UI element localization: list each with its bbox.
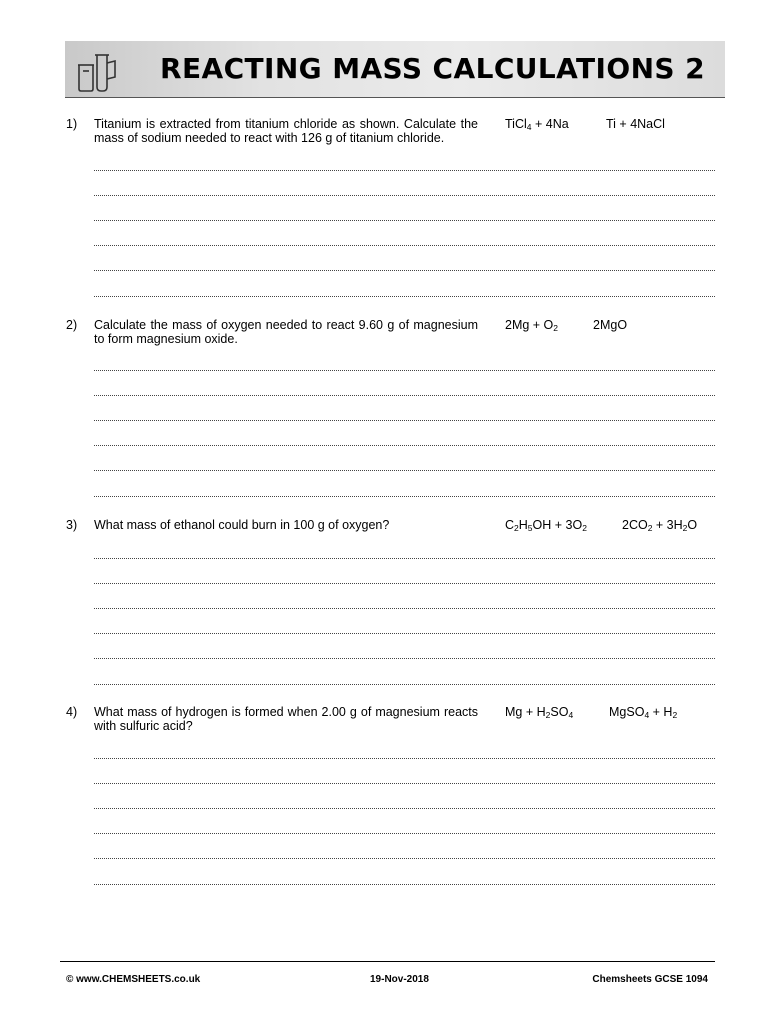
answer-line[interactable] — [94, 420, 715, 421]
answer-line[interactable] — [94, 170, 715, 171]
answer-line[interactable] — [94, 220, 715, 221]
equation-products: 2MgO — [593, 318, 628, 332]
answer-line[interactable] — [94, 684, 715, 685]
answer-line[interactable] — [94, 270, 715, 271]
answer-line[interactable] — [94, 783, 715, 784]
lab-glassware-icon — [75, 47, 119, 93]
question-number: 3) — [66, 518, 78, 532]
question-text: Titanium is extracted from titanium chloride as shown. Calculate the mass of sodium needed to react with 126 g of titanium chloride. — [94, 117, 478, 145]
equation-products: $2CO_2 + 3H_2O$ — [622, 518, 698, 533]
equation-reactants: $2Mg + O_2$ — [505, 318, 559, 333]
answer-line[interactable] — [94, 470, 715, 471]
answer-line[interactable] — [94, 370, 715, 371]
question-text: What mass of hydrogen is formed when 2.00 g of magnesium reacts with sulfuric acid? — [94, 705, 478, 733]
answer-line[interactable] — [94, 833, 715, 834]
title-banner — [65, 41, 725, 98]
answer-line[interactable] — [94, 496, 715, 497]
equation-products: Ti + 4NaCl — [606, 117, 665, 131]
question-text: What mass of ethanol could burn in 100 g of oxygen? — [94, 518, 390, 532]
answer-line[interactable] — [94, 583, 715, 584]
answer-line[interactable] — [94, 558, 715, 559]
answer-line[interactable] — [94, 245, 715, 246]
equation-reactants: $Mg + H_2SO_4$ — [505, 705, 574, 720]
answer-line[interactable] — [94, 195, 715, 196]
equation-reactants: TiCl$_4$ + 4Na — [505, 117, 569, 132]
question-number: 2) — [66, 318, 78, 332]
answer-line[interactable] — [94, 658, 715, 659]
answer-line[interactable] — [94, 395, 715, 396]
equation-products: MgSO$_4$ + $H_2$ — [609, 705, 678, 720]
question-number: 4) — [66, 705, 78, 719]
answer-line[interactable] — [94, 445, 715, 446]
answer-line[interactable] — [94, 758, 715, 759]
answer-line[interactable] — [94, 858, 715, 859]
answer-line[interactable] — [94, 296, 715, 297]
footer-date: 19-Nov-2018 — [370, 974, 429, 985]
answer-line[interactable] — [94, 608, 715, 609]
footer-website: © www.CHEMSHEETS.co.uk — [66, 974, 201, 985]
equation-reactants: $C_2H_5OH + 3O_2$ — [505, 518, 587, 533]
question-text: Calculate the mass of oxygen needed to react 9.60 g of magnesium to form magnesium oxide. — [94, 318, 478, 346]
answer-line[interactable] — [94, 884, 715, 885]
footer-code: Chemsheets GCSE 1094 — [592, 974, 708, 985]
answer-line[interactable] — [94, 633, 715, 634]
page-title: REACTING MASS CALCULATIONS 2 — [160, 52, 705, 85]
footer-divider — [60, 961, 715, 962]
question-number: 1) — [66, 117, 78, 131]
answer-line[interactable] — [94, 808, 715, 809]
